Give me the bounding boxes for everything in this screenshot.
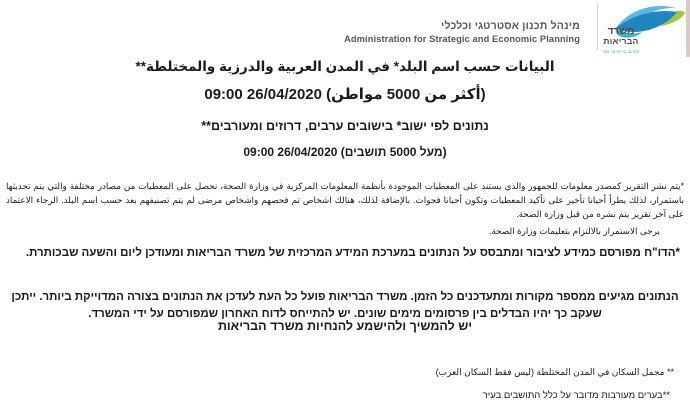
department-name-hebrew: מינהל תכנון אסטרטגי וכלכלי xyxy=(441,20,580,32)
ministry-of-health-logo-text xyxy=(598,27,644,57)
ministry-tagline: לחיים בריאים יותר xyxy=(602,49,640,54)
report-title-hebrew: נתונים לפי ישוב* בישובים ערבים, דרוזים ומעורבים** xyxy=(201,119,489,133)
disclaimer-paragraph-hebrew-2: הנתונים מגיעים ממספר מקורות ומתעדכנים כל הזמן. משרד הבריאות פועל כל העת לעדכן את הנתונים בצורה המדוייקת ביותר. ייתכן שעקב כך יהיו הבדלים בין פרסומים מימים שונים. יש להתייחס לדוח האחרון שמפורסם על ידי המשרד. xyxy=(11,291,679,320)
closing-statement-hebrew: יש להמשיך ולהישמע להנחיות משרד הבריאות xyxy=(217,319,473,333)
footnote-hebrew-mixed-cities: **בערים מעורבות מדובר על כלל התושבים בעיר xyxy=(482,390,670,401)
department-header xyxy=(344,20,580,44)
compliance-note-arabic: يرجى الاستمرار بالالتزام بتعليمات وزارة الصحة. xyxy=(489,226,660,236)
ministry-name-line2: הבריאות xyxy=(603,35,639,46)
disclaimer-paragraph-hebrew-1: *הדו"ח מפורסם כמידע לציבור ומתבסס על הנתונים במערכת המידע המרכזית של משרד הבריאות ומעודכן ליום והשעה שבכותרת. xyxy=(25,247,680,259)
department-name-english: Administration for Strategic and Economic Planning xyxy=(344,34,580,44)
ministry-name-line1: משרד xyxy=(607,26,635,37)
footnote-arabic-mixed-cities: ** مجمل السكان في المدن المختلطة (ليس فقط السكان العرب) xyxy=(435,367,674,377)
report-title-arabic: البيانات حسب اسم البلد* في المدن العربية والدرزية والمختلطة** xyxy=(135,59,555,74)
scanned-page-edge xyxy=(686,0,690,57)
report-subtitle-hebrew-datetime: (מעל 5000 תושבים) 26/04/2020 09:00 xyxy=(243,145,447,159)
report-subtitle-arabic-datetime: (أكثر من 5000 مواطن) 26/04/2020 09:00 xyxy=(204,86,486,103)
disclaimer-paragraph-arabic: *يتم نشر التقرير كمصدر معلومات للجمهور والذي يستند على المعطيات الموجودة بأنظمة المعلومات المركزية في وزارة الصحة، نحصل على المعطيات من مصادر مختلفة والتي يتم تحديثها باستمرار، لذلك يطرأ أحيانا تأخير على تأكيد المعطيات وتكون أحيانا فجوات. بالإضافة لذلك، هنالك اشخاص تم فحصهم واشخاص مرضى لم يتم تصنيفهم بعد حسب اسم البلد. الرجاء الاعتماد على آخر تقرير يتم نشره من قبل وزارة الصحة. xyxy=(6,181,684,220)
